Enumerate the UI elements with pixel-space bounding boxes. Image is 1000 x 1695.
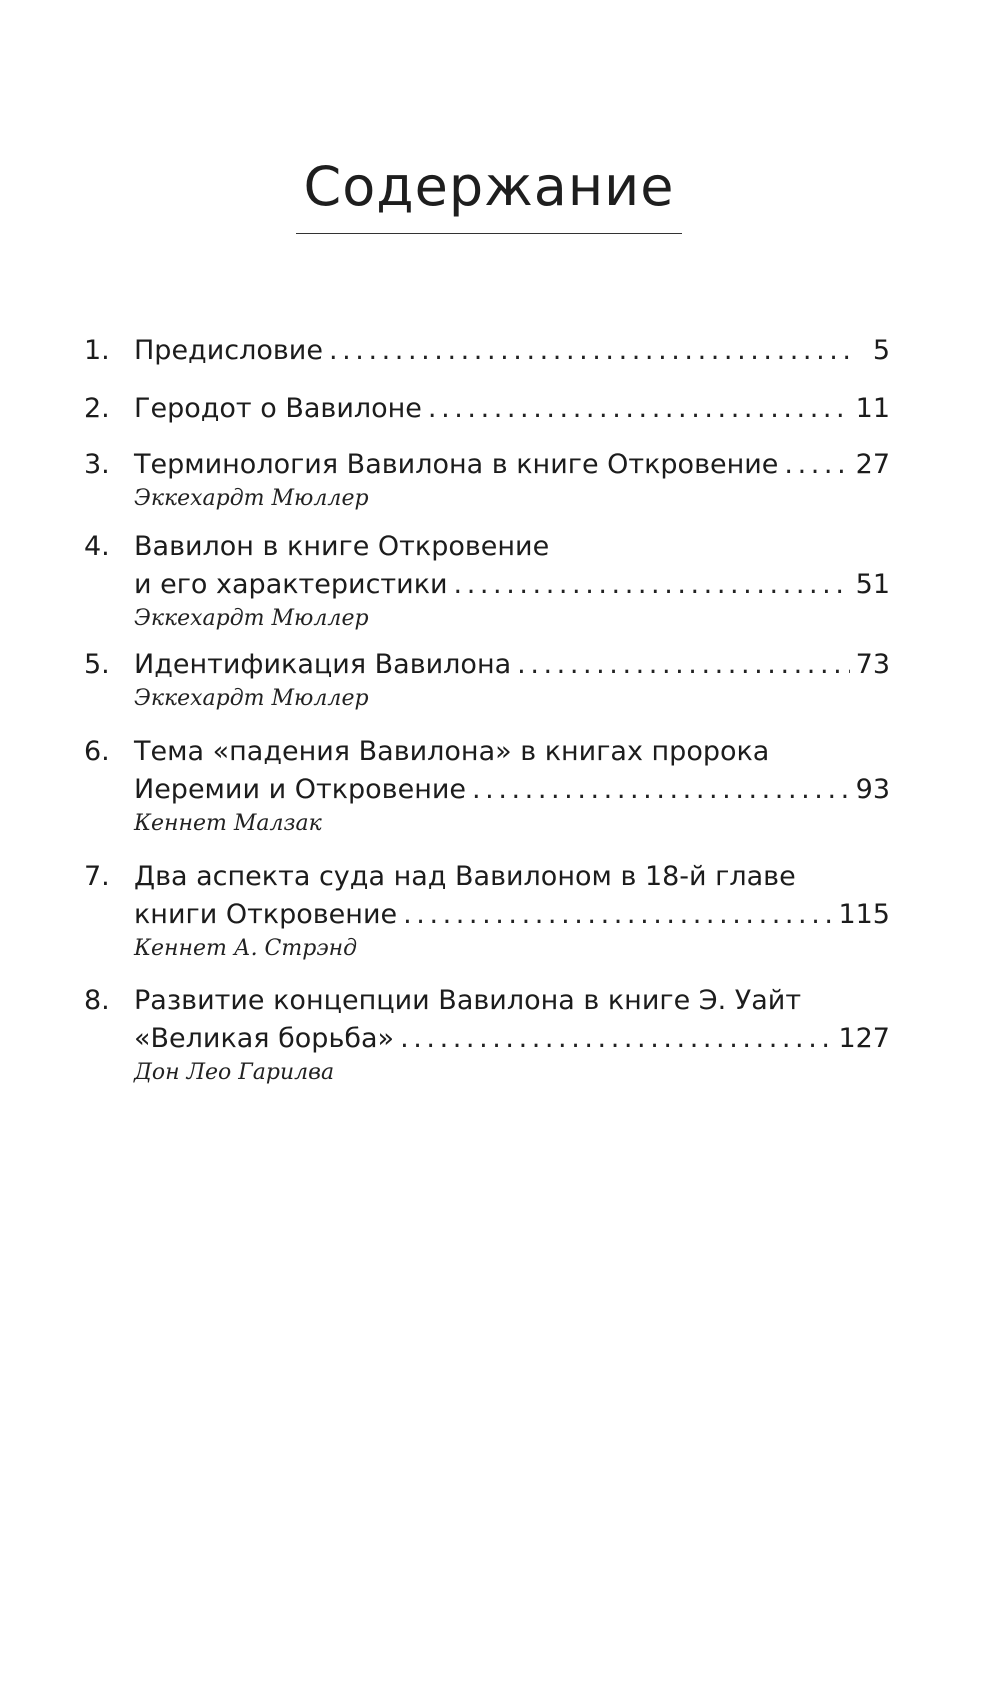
entry-title: Развитие концепции Вавилона в книге Э. Уайт (134, 985, 802, 1016)
entry-title-continued: и его характеристики (134, 569, 448, 600)
entry-title: Идентификация Вавилона (134, 649, 512, 680)
toc-entry-4[interactable] (84, 528, 890, 634)
page-title-wrap (296, 150, 682, 224)
entry-page-number: 11 (855, 393, 890, 424)
entry-title: Геродот о Вавилоне (134, 393, 422, 424)
entry-page-number: 51 (855, 569, 890, 600)
page-title: Содержание (303, 155, 675, 218)
dot-leader (403, 896, 832, 934)
entry-author: Эккехардт Мюллер (134, 606, 369, 631)
entry-number: 2. (84, 393, 110, 424)
title-underline (296, 233, 682, 234)
entry-author: Дон Лео Гарилва (134, 1060, 335, 1085)
entry-page-number: 127 (838, 1023, 890, 1054)
toc-entry-line (84, 528, 890, 566)
toc-entry-6[interactable] (84, 733, 890, 839)
toc-entry-line (84, 982, 890, 1020)
toc-entry-1[interactable] (84, 332, 890, 370)
toc-entry-2[interactable] (84, 390, 890, 428)
toc-entry-line (84, 566, 890, 604)
dot-leader (329, 332, 854, 370)
entry-title: Два аспекта суда над Вавилоном в 18-й главе (134, 861, 796, 892)
entry-author: Эккехардт Мюллер (134, 686, 369, 711)
entry-title: Вавилон в книге Откровение (134, 531, 550, 562)
dot-leader (400, 1020, 832, 1058)
toc-entry-line (84, 771, 890, 809)
toc-entry-line (84, 390, 890, 428)
toc-entry-line (84, 733, 890, 771)
entry-title-continued: Иеремии и Откровение (134, 774, 467, 805)
entry-page-number: 73 (855, 649, 890, 680)
dot-leader (517, 646, 849, 684)
entry-number: 6. (84, 736, 110, 767)
dot-leader (784, 446, 849, 484)
entry-author: Кеннет Малзак (134, 811, 322, 836)
entry-title-continued: «Великая борьба» (134, 1023, 395, 1054)
entry-number: 8. (84, 985, 110, 1016)
toc-entry-8[interactable] (84, 982, 890, 1088)
toc-entry-line (84, 896, 890, 934)
entry-page-number: 27 (855, 449, 890, 480)
entry-author: Эккехардт Мюллер (134, 486, 369, 511)
dot-leader (454, 566, 850, 604)
entry-title-continued: книги Откровение (134, 899, 398, 930)
toc-entry-line (84, 646, 890, 684)
entry-number: 1. (84, 335, 110, 366)
entry-title: Терминология Вавилона в книге Откровение (134, 449, 779, 480)
entry-number: 7. (84, 861, 110, 892)
toc-entry-line (84, 1020, 890, 1058)
entry-page-number: 115 (838, 899, 890, 930)
entry-number: 5. (84, 649, 110, 680)
toc-entry-3[interactable] (84, 446, 890, 514)
toc-entry-7[interactable] (84, 858, 890, 964)
toc-entry-line (84, 332, 890, 370)
entry-page-number: 93 (855, 774, 890, 805)
entry-title: Тема «падения Вавилона» в книгах пророка (134, 736, 770, 767)
entry-author: Кеннет А. Стрэнд (134, 936, 358, 961)
entry-page-number: 5 (872, 335, 890, 366)
dot-leader (472, 771, 850, 809)
entry-number: 3. (84, 449, 110, 480)
toc-entry-line (84, 858, 890, 896)
entry-title: Предисловие (134, 335, 323, 366)
dot-leader (428, 390, 850, 428)
toc-entry-line (84, 446, 890, 484)
toc-entry-5[interactable] (84, 646, 890, 714)
entry-number: 4. (84, 531, 110, 562)
